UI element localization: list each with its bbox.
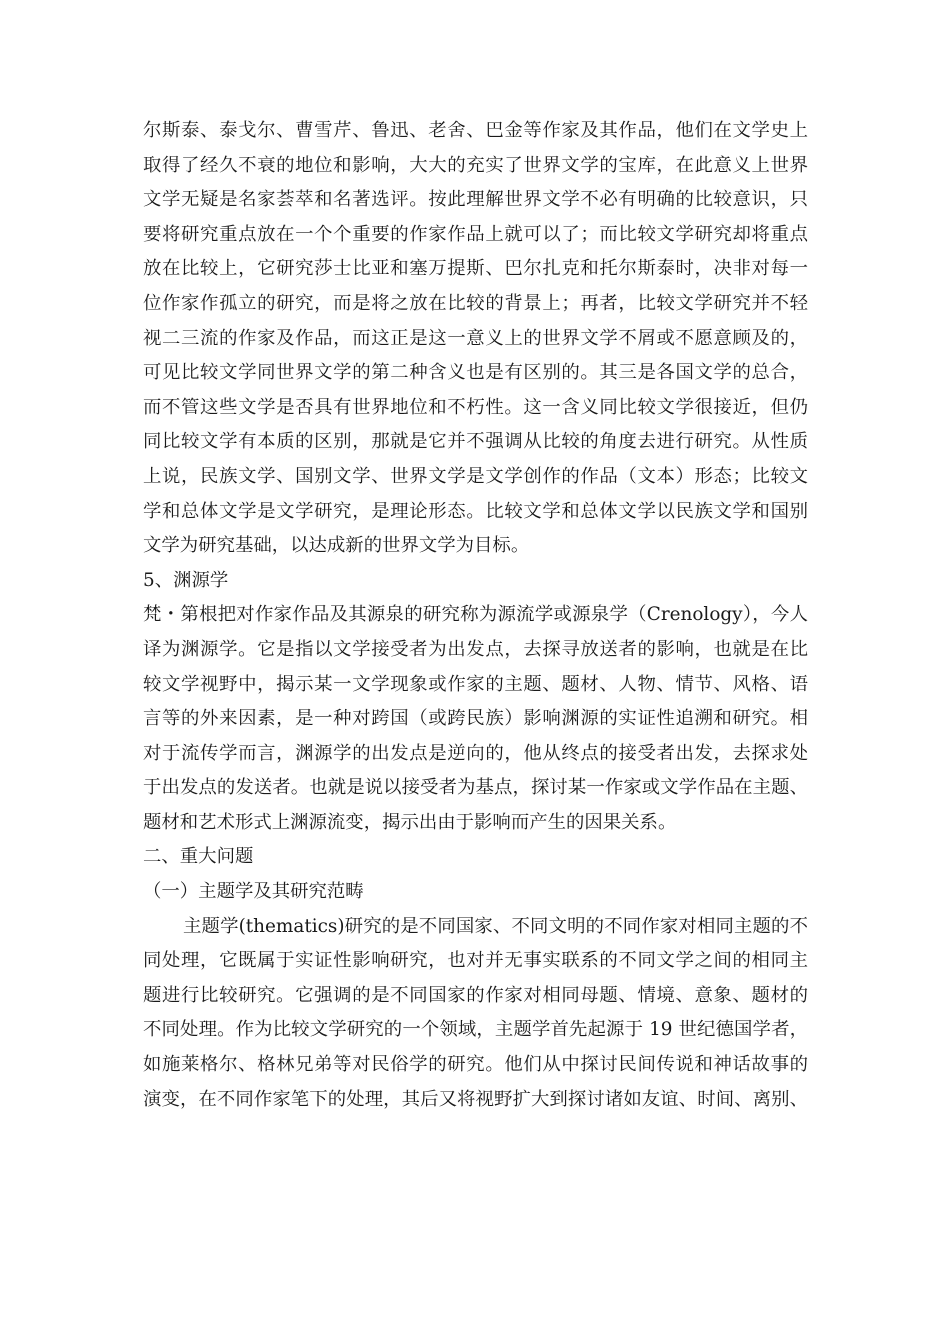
section-heading-2: 二、重大问题 bbox=[143, 846, 254, 868]
text-line: 题进行比较研究。它强调的是不同国家的作家对相同母题、情境、意象、题材的 bbox=[143, 984, 808, 1006]
text-line: 对于流传学而言，渊源学的出发点是逆向的，他从终点的接受者出发，去探求处 bbox=[143, 742, 808, 764]
text-line: 要将研究重点放在一个个重要的作家作品上就可以了；而比较文学研究却将重点 bbox=[143, 223, 808, 245]
subsection-heading-1: （一）主题学及其研究范畴 bbox=[143, 881, 364, 903]
paragraph-first-line: 主题学(thematics)研究的是不同国家、不同文明的不同作家对相同主题的不 bbox=[183, 915, 808, 937]
text-line: 放在比较上，它研究莎士比亚和塞万提斯、巴尔扎克和托尔斯泰时，决非对每一 bbox=[143, 258, 808, 280]
text-line: 位作家作孤立的研究，而是将之放在比较的背景上；再者，比较文学研究并不轻 bbox=[143, 292, 808, 314]
text-line: 不同处理。作为比较文学研究的一个领域，主题学首先起源于 19 世纪德国学者， bbox=[143, 1019, 808, 1041]
text-line: 较文学视野中，揭示某一文学现象或作家的主题、题材、人物、情节、风格、语 bbox=[143, 673, 808, 695]
text-line: 可见比较文学同世界文学的第二种含义也是有区别的。其三是各国文学的总合， bbox=[143, 362, 808, 384]
section-heading-5: 5、渊源学 bbox=[143, 569, 229, 591]
text-line: 取得了经久不衰的地位和影响，大大的充实了世界文学的宝库，在此意义上世界 bbox=[143, 154, 808, 176]
paragraph-end-line: 题材和艺术形式上渊源流变，揭示出由于影响而产生的因果关系。 bbox=[143, 811, 677, 833]
paragraph-end-line: 文学为研究基础，以达成新的世界文学为目标。 bbox=[143, 535, 530, 557]
text-line: 梵・第根把对作家作品及其源泉的研究称为源流学或源泉学（Crenology），今人 bbox=[143, 604, 808, 626]
text-line: 于出发点的发送者。也就是说以接受者为基点，探讨某一作家或文学作品在主题、 bbox=[143, 777, 808, 799]
document-body-text bbox=[143, 114, 808, 1117]
text-line: 译为渊源学。它是指以文学接受者为出发点，去探寻放送者的影响，也就是在比 bbox=[143, 638, 808, 660]
text-line: 视二三流的作家及作品，而这正是这一意义上的世界文学不屑或不愿意顾及的， bbox=[143, 327, 808, 349]
text-line: 尔斯泰、泰戈尔、曹雪芹、鲁迅、老舍、巴金等作家及其作品，他们在文学史上 bbox=[143, 120, 808, 141]
text-line: 学和总体文学是文学研究，是理论形态。比较文学和总体文学以民族文学和国别 bbox=[143, 500, 808, 522]
text-line: 演变，在不同作家笔下的处理，其后又将视野扩大到探讨诸如友谊、时间、离别、 bbox=[143, 1088, 808, 1110]
text-line: 同处理，它既属于实证性影响研究，也对并无事实联系的不同文学之间的相同主 bbox=[143, 950, 808, 972]
text-line: 文学无疑是名家荟萃和名著选评。按此理解世界文学不必有明确的比较意识，只 bbox=[143, 189, 808, 211]
text-line: 同比较文学有本质的区别，那就是它并不强调从比较的角度去进行研究。从性质 bbox=[143, 431, 808, 453]
text-line: 言等的外来因素，是一种对跨国（或跨民族）影响渊源的实证性追溯和研究。相 bbox=[143, 708, 808, 730]
text-line: 而不管这些文学是否具有世界地位和不朽性。这一含义同比较文学很接近，但仍 bbox=[143, 396, 808, 418]
text-line: 如施莱格尔、格林兄弟等对民俗学的研究。他们从中探讨民间传说和神话故事的 bbox=[143, 1054, 808, 1076]
text-line: 上说，民族文学、国别文学、世界文学是文学创作的作品（文本）形态；比较文 bbox=[143, 465, 808, 487]
